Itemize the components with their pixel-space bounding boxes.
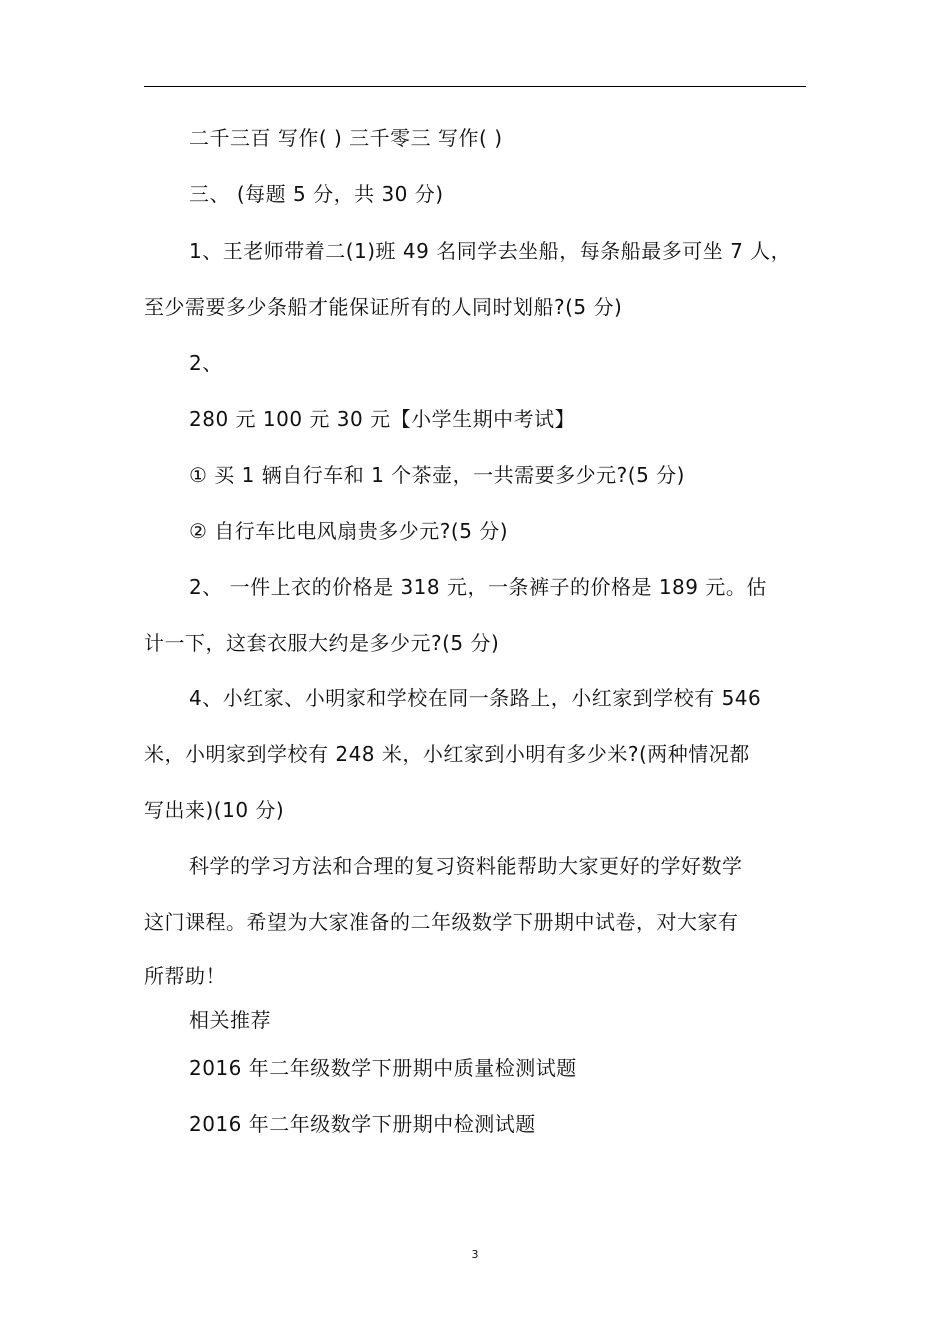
sub-question-2: ② 自行车比电风扇贵多少元?(5 分) <box>189 519 509 543</box>
related-link-2[interactable]: 2016 年二年级数学下册期中检测试题 <box>189 1112 536 1136</box>
related-link-1[interactable]: 2016 年二年级数学下册期中质量检测试题 <box>189 1056 577 1080</box>
price-list: 280 元 100 元 30 元【小学生期中考试】 <box>189 407 576 431</box>
question-2-label: 2、 <box>189 351 223 375</box>
closing-paragraph-line-2: 这门课程。希望为大家准备的二年级数学下册期中试卷，对大家有 <box>144 910 739 934</box>
page-number: 3 <box>471 1248 479 1261</box>
sub-question-1: ① 买 1 辆自行车和 1 个茶壶，一共需要多少元?(5 分) <box>189 463 685 487</box>
question-4-line-1: 4、小红家、小明家和学校在同一条路上，小红家到学校有 546 <box>189 686 762 710</box>
closing-paragraph-line-1: 科学的学习方法和合理的复习资料能帮助大家更好的学好数学 <box>189 854 743 878</box>
closing-paragraph-line-3: 所帮助！ <box>144 964 226 988</box>
question-1-line-2: 至少需要多少条船才能保证所有的人同时划船?(5 分) <box>144 295 623 319</box>
write-number-question: 二千三百 写作( ) 三千零三 写作( ) <box>189 126 503 150</box>
question-4-line-3: 写出来)(10 分) <box>144 798 285 822</box>
question-3-line-2: 计一下，这套衣服大约是多少元?(5 分) <box>144 631 500 655</box>
question-4-line-2: 米，小明家到学校有 248 米，小红家到小明有多少米?(两种情况都 <box>144 742 750 766</box>
question-1-line-1: 1、王老师带着二(1)班 49 名同学去坐船，每条船最多可坐 7 人， <box>189 239 792 263</box>
section-three-heading: 三、 (每题 5 分，共 30 分) <box>189 182 444 206</box>
header-rule <box>144 86 806 87</box>
question-3-line-1: 2、 一件上衣的价格是 318 元，一条裤子的价格是 189 元。估 <box>189 575 767 599</box>
related-heading: 相关推荐 <box>189 1008 271 1032</box>
